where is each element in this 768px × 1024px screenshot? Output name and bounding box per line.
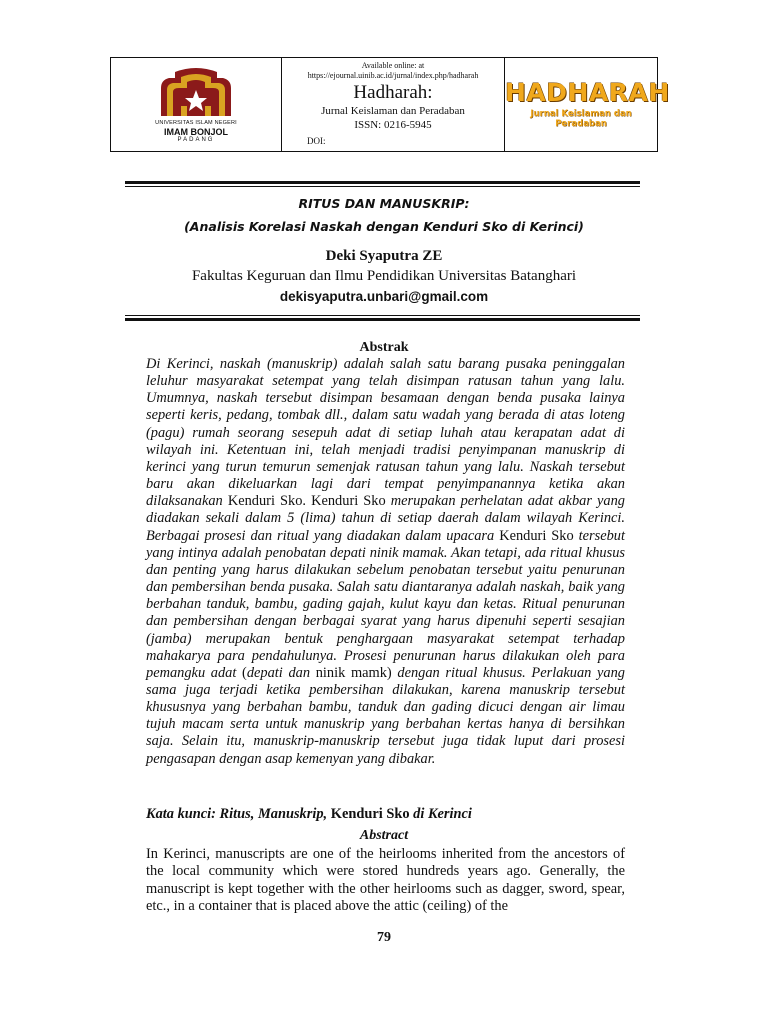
author-affiliation: Fakultas Keguruan dan Ilmu Pendidikan Universitas Batanghari [191,268,577,284]
abstrak-text-2: merupakan perhelatan adat akbar yang diadakan sekali dalam 5 (lima) tahun di setiap daerah dalam wilayah Kerinci. Berbagai prosesi dan ritual yang diadakan dalam upacara [146,493,625,544]
article-title: RITUS DAN MANUSKRIP: [298,196,470,211]
abstrak-text-3: tersebut yang intinya adalah penobatan depati ninik mamak. Akan tetapi, ada ritual khusus dan penting yang harus dilakukan sebelum penobatan tersebut yaitu penurunan dan pembersihan benda pusaka. Salah satu diantaranya adalah naskah, baik yang berbahan tanduk, bambu, gading gajah, kulut kayu dan ketas. Ritual penurunan dan pembersihan dengan berbagai syarat yang harus dipenuhi seperti sesajian (jamba) merupakan bentuk penghargaan masyarakat setempat terhadap mahakarya para pendahulunya. Prosesi penurunan harus dilakukan oleh para pemangku adat [146,527,626,681]
keywords-kenduri: Kenduri Sko [330,806,410,822]
available-online-label: Available online: at [361,61,425,70]
abstrak-heading: Abstrak [359,340,409,355]
university-name-line1: UNIVERSITAS ISLAM NEGERI [155,120,237,126]
top-rule-thick [125,181,640,184]
dan-word: dan [288,664,311,681]
hadharah-logo-text: HADHARAH [505,78,670,107]
university-logo-cell [111,58,282,151]
abstrak-text-1: Di Kerinci, naskah (manuskrip) adalah salah satu barang pusaka peninggalan leluhur masyarakat setempat yang telah disimpan ratusan tahun yang lalu. Umumnya, naskah tersebut disimpan besamaan dengan benda pusaka lainya seperti keris, pedang, tombak dll., dalam satu wadah yang berada di atas loteng (pagu) rumah seorang sesepuh adat di setiap luhah atau kerapatan adat di wilayah ini. Ketentuan ini, telah menjadi tradisi penyimpanan manuskrip di kerinci yang turun temurun semenjak ratusan tahun yang lalu. Naskah tersebut baru akan dikeluarkan lagi dari tempat penyimpanannya ketika akan dilaksanakan [146,356,625,510]
abstract-body: In Kerinci, manuscripts are one of the heirlooms inherited from the ancestors of the local community which were stored hundreds years ago. Generally, the manuscript is kept together with the other heirlooms such as dagger, sword, spear, etc., in a container that is placed above the attic (ceiling) of the [146,846,625,915]
keywords-label: Kata kunci: Ritus, Manuskrip, [146,806,328,822]
author-name: Deki Syaputra ZE [325,248,443,264]
abstrak-text-4: dengan ritual khusus. Perlakuan yang sama juga terjadi ketika pembersihan dilakukan, karena manuskrip tersebut khususnya yang berbahan bambu, tanduk dan gading dicuci dengan air limau tujuh macam serta untuk manuskrip yang berbahan kertas hanya di bersihkan saja. Selain itu, manuskrip-manuskrip tersebut juga tidak luput dari prosesi pengasapan dengan asap kemenyan yang dibakar. [146,664,625,767]
kenduri-sko-term: Kenduri Sko [499,527,574,544]
mid-rule-thin [125,315,640,316]
hadharah-logo-subtext: Jurnal Keislaman dan Peradaban [530,109,632,129]
journal-title: Hadharah: [353,82,433,103]
journal-issn: ISSN: 0216-5945 [354,119,432,131]
top-rule-thin [125,186,640,187]
university-city: PADANG [177,137,215,143]
abstract-heading: Abstract [359,828,409,843]
author-email[interactable]: dekisyaputra.unbari@gmail.com [279,289,489,304]
depati-term: depati [246,664,283,681]
ninik-mamak-term: ninik mamk [315,664,387,681]
journal-url[interactable]: https://ejournal.uinib.ac.id/jurnal/index.php/hadharah [307,71,479,80]
kenduri-sko-term: Kenduri Sko. Kenduri Sko [227,493,386,510]
journal-subtitle: Jurnal Keislaman dan Peradaban [321,105,465,117]
uin-imam-bonjol-logo [151,66,241,120]
keywords-end: di Kerinci [413,806,472,822]
availability-note [282,61,504,81]
keywords [146,806,472,823]
journal-info-cell [282,58,505,151]
journal-header [110,57,670,152]
university-name-line2: IMAM BONJOL [164,127,228,137]
journal-brand-cell [505,58,670,151]
article-subtitle: (Analisis Korelasi Naskah dengan Kenduri Sko di Kerinci) [184,219,584,234]
page-number: 79 [377,930,391,945]
mid-rule-thick [125,318,640,321]
abstrak-body [146,356,625,768]
paren-open: ( [242,664,247,681]
paren-close: ) [386,664,392,681]
journal-doi: DOI: [307,136,326,146]
